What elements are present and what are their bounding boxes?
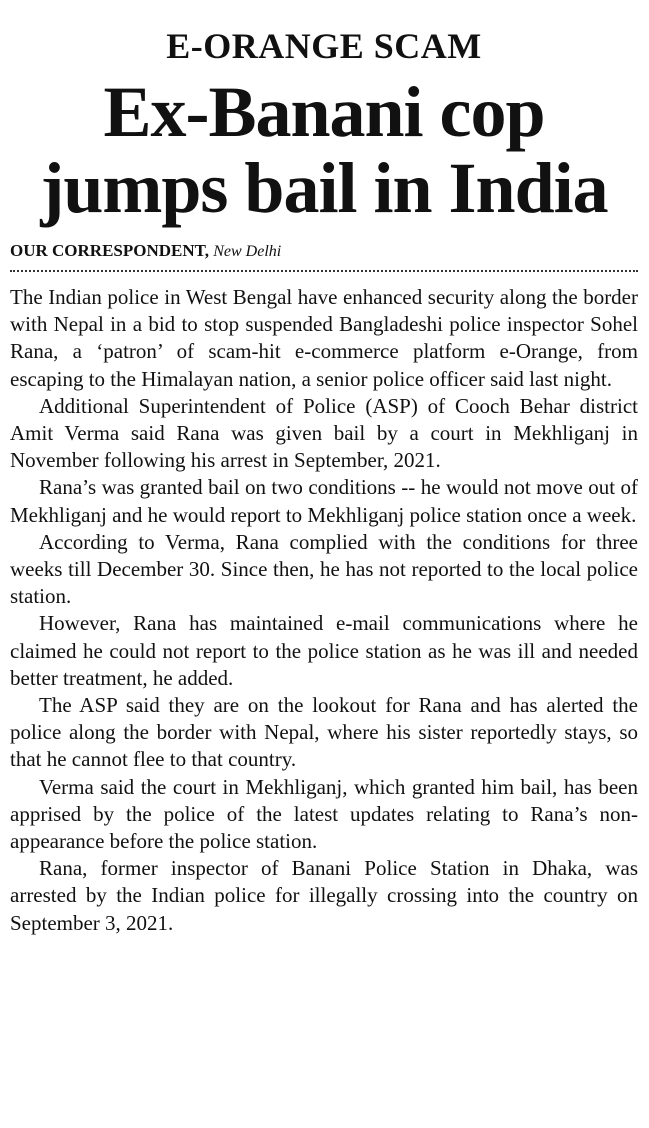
article-kicker: E-ORANGE SCAM [166,26,482,66]
article-body [10,284,638,937]
article-headline: Ex-Banani cop jumps bail in India [40,72,608,228]
article-paragraph: The Indian police in West Bengal have enhanced security along the border with Nepal in a bid to stop suspended Bangladeshi police inspector Sohel Rana, a ‘patron’ of scam-hit e-commerce platform e-Orange, from escaping to the Himalayan nation, a senior police officer said last night. [10,285,638,391]
article-paragraph: However, Rana has maintained e-mail communications where he claimed he could not report to the police station as he was ill and needed better treatment, he added. [10,611,638,690]
dotted-divider [10,270,638,272]
article-paragraph: According to Verma, Rana complied with the conditions for three weeks till December 30. Since then, he has not reported to the local police station. [10,529,638,609]
article-paragraph: The ASP said they are on the lookout for Rana and has alerted the police along the border with Nepal, where his sister reportedly stays, so that he cannot flee to that country. [10,693,638,772]
news-article [10,0,638,937]
article-paragraph: Verma said the court in Mekhliganj, which granted him bail, has been apprised by the police of the latest updates relating to Rana’s non-appearance before the police station. [10,774,638,854]
article-paragraph: Rana, former inspector of Banani Police Station in Dhaka, was arrested by the Indian police for illegally crossing into the country on September 3, 2021. [10,856,638,935]
byline [10,240,638,262]
article-paragraph: Rana’s was granted bail on two conditions -- he would not move out of Mekhliganj and he would report to Mekhliganj police station once a week. [10,475,638,527]
byline-author: OUR CORRESPONDENT, [10,241,209,260]
article-paragraph: Additional Superintendent of Police (ASP) of Cooch Behar district Amit Verma said Rana was given bail by a court in Mekhliganj in November following his arrest in September, 2021. [10,393,638,473]
byline-dateline: New Delhi [213,243,282,260]
